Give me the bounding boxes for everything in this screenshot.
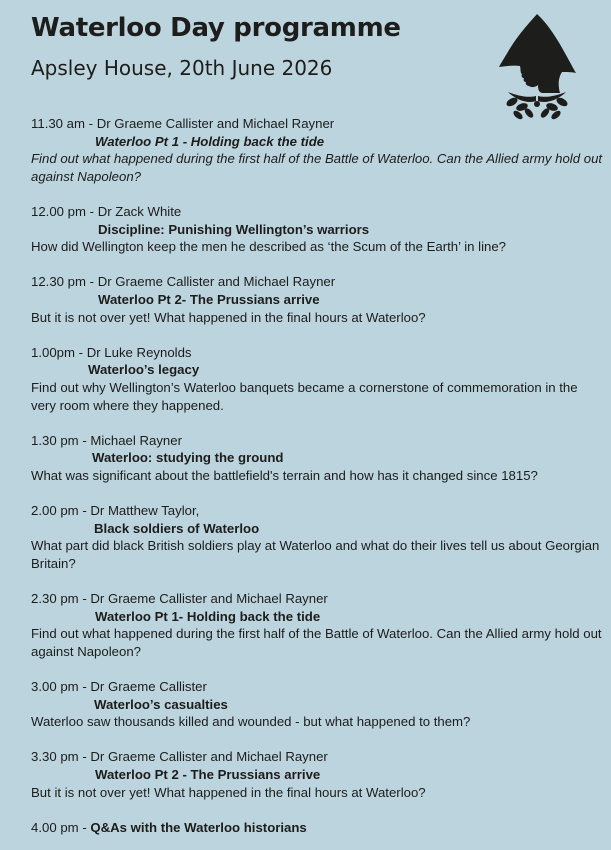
session-title: Black soldiers of Waterloo: [94, 520, 260, 536]
programme-item: [31, 203, 603, 256]
session-time-speakers: 3.30 pm - Dr Graeme Callister and Michael Rayner: [31, 749, 328, 765]
session-description: Waterloo saw thousands killed and wounded - but what happened to them?: [31, 714, 471, 730]
session-time-speakers: 1.30 pm - Michael Rayner: [31, 432, 182, 448]
programme-list: [31, 115, 603, 836]
header: [31, 12, 401, 80]
programme-item: [31, 432, 603, 485]
session-description: Find out why Wellington’s Waterloo banquets became a cornerstone of commemoration in the very room where they happened.: [31, 379, 578, 413]
session-time-speakers: 1.00pm - Dr Luke Reynolds: [31, 344, 192, 360]
programme-item: [31, 678, 603, 731]
programme-item: [31, 502, 603, 572]
session-description: But it is not over yet! What happened in the final hours at Waterloo?: [31, 309, 426, 325]
page-subtitle: Apsley House, 20th June 2026: [31, 56, 333, 80]
session-title: Q&As with the Waterloo historians: [90, 819, 307, 835]
session-title: Waterloo’s casualties: [94, 696, 228, 712]
session-time-speakers: 12.30 pm - Dr Graeme Callister and Michael Rayner: [31, 274, 336, 290]
session-time: 4.00 pm -: [31, 819, 91, 835]
napoleon-silhouette-laurel-icon: [496, 12, 578, 124]
session-description: Find out what happened during the first half of the Battle of Waterloo. Can the Allied army hold out against Napoleon?: [31, 151, 603, 184]
session-title: Waterloo Pt 2- The Prussians arrive: [98, 291, 320, 307]
session-time-speakers: 2.30 pm - Dr Graeme Callister and Michael Rayner: [31, 591, 328, 607]
session-description: How did Wellington keep the men he described as ‘the Scum of the Earth’ in line?: [31, 239, 507, 255]
session-title: Waterloo Pt 1- Holding back the tide: [95, 608, 321, 624]
programme-item: [31, 115, 603, 185]
session-title: Waterloo: studying the ground: [92, 450, 284, 466]
page-title: Waterloo Day programme: [31, 13, 401, 43]
session-title: Waterloo’s legacy: [88, 362, 200, 378]
session-description: What part did black British soldiers play at Waterloo and what do their lives tell us about Georgian Britain?: [31, 538, 600, 571]
programme-item: [31, 819, 603, 837]
session-time-speakers: 11.30 am - Dr Graeme Callister and Michael Rayner: [31, 116, 335, 131]
session-time-speakers: [31, 819, 603, 837]
session-description: What was significant about the battlefield's terrain and how has it changed since 1815?: [31, 467, 538, 483]
session-description: But it is not over yet! What happened in the final hours at Waterloo?: [31, 784, 426, 800]
session-title: Discipline: Punishing Wellington’s warriors: [98, 221, 370, 237]
session-title: Waterloo Pt 2 - The Prussians arrive: [95, 766, 321, 782]
session-time-speakers: 3.00 pm - Dr Graeme Callister: [31, 679, 207, 694]
session-time-speakers: 2.00 pm - Dr Matthew Taylor,: [31, 503, 200, 519]
session-title: Waterloo Pt 1 - Holding back the tide: [95, 133, 325, 149]
programme-item: [31, 344, 603, 414]
programme-item: [31, 748, 603, 801]
session-time-speakers: 12.00 pm - Dr Zack White: [31, 203, 182, 219]
programme-item: [31, 590, 603, 660]
programme-item: [31, 273, 603, 326]
session-description: Find out what happened during the first half of the Battle of Waterloo. Can the Allied army hold out against Napoleon?: [31, 626, 602, 659]
